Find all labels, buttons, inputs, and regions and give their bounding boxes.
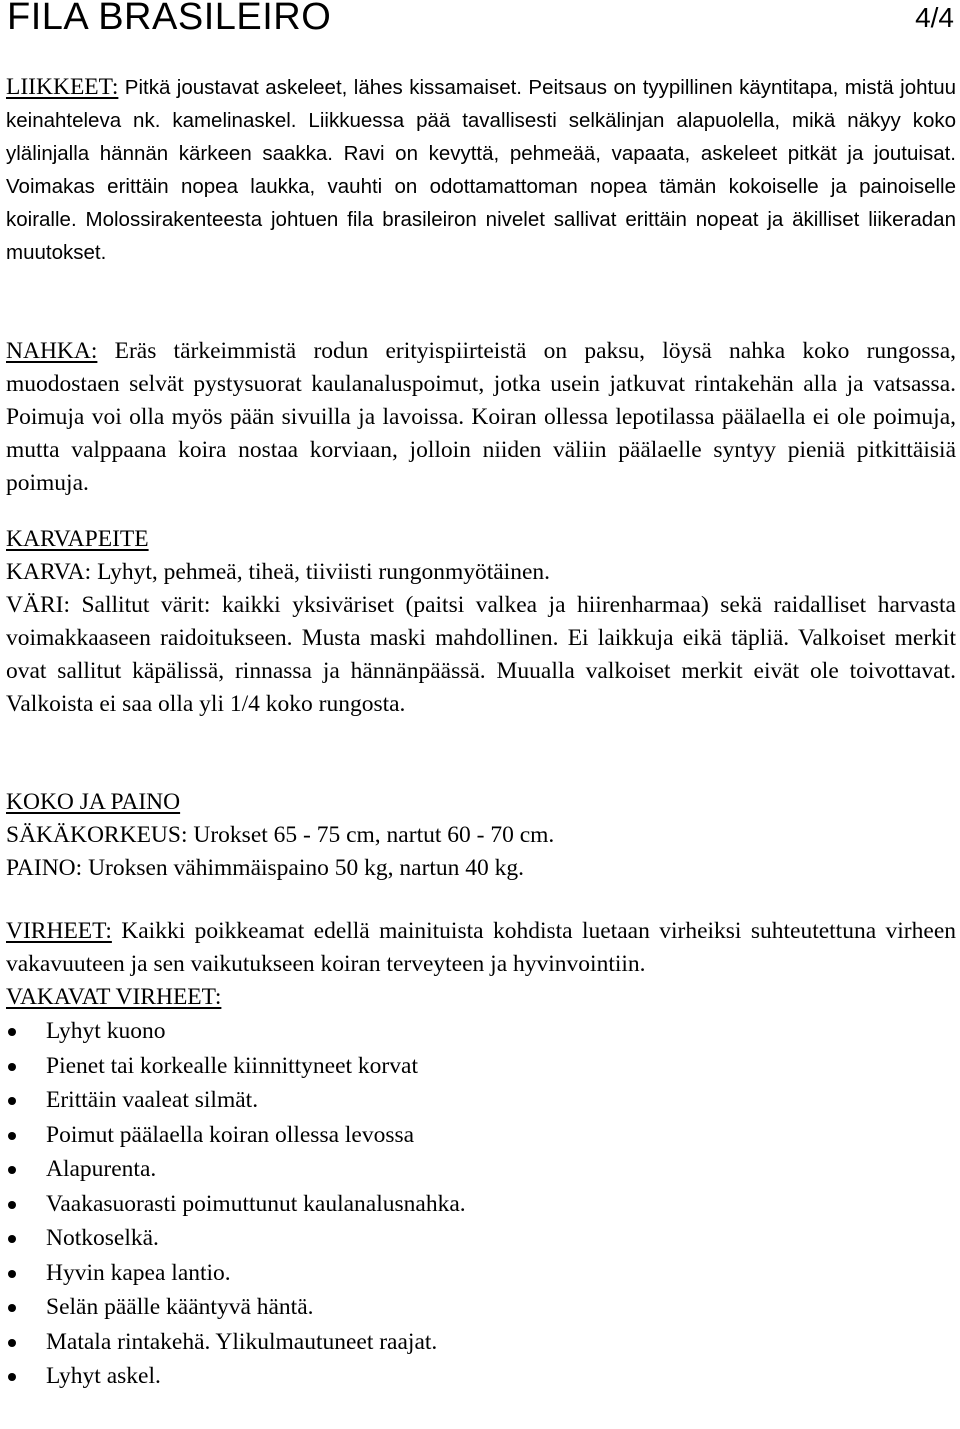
skin-section [6,335,956,500]
bullet-icon [8,1235,16,1243]
size-section [6,786,956,885]
list-item: Selän päälle kääntyvä häntä. [6,1291,956,1326]
bullet-icon [8,1304,16,1312]
list-item: Poimut päälaella koiran ollessa levossa [6,1119,956,1154]
hair-label: KARVA: [6,559,92,585]
movement-text: Pitkä joustavat askeleet, lähes kissamaiset. Peitsaus on tyypillinen käyntitapa, mistä johtuu keinahteleva nk. kamelinaskel. Liikkuessa pää tavallisesti selkälinjan alapuolella, mikä näkyy koko ylälinjalla hännän kärkeen saakka. Ravi on kevyttä, pehmeää, vapaata, askeleet pitkät ja joutuisat. Voimakas erittäin nopea laukka, vauhti on odottamattoman nopea tämän kokoiselle ja painoiselle koiralle. Molossirakenteesta johtuen fila brasileiron nivelet sallivat erittäin nopeat ja äkilliset liikeradan muutokset. [6,76,956,264]
bullet-icon [8,1132,16,1140]
list-item: Matala rintakehä. Ylikulmautuneet raajat. [6,1326,956,1361]
faults-heading: VIRHEET: [6,918,112,944]
list-item: Notkoselkä. [6,1222,956,1257]
list-item: Pienet tai korkealle kiinnittyneet korvat [6,1050,956,1085]
weight-line [6,852,956,885]
faults-section [6,915,956,1395]
page-number: 4/4 [915,2,954,33]
coat-section [6,523,956,721]
skin-text: Eräs tärkeimmistä rodun erityispiirteistä on paksu, löysä nahka koko rungossa, muodostaen selvät pystysuorat kaulanaluspoimut, jotka usein jatkuvat rintakehän alla ja vatsassa. Poimuja voi olla myös pään sivuilla ja lavoissa. Koiran ollessa lepotilassa päälaella ei ole poimuja, mutta valppaana koira nostaa korviaan, jolloin niiden väliin päälaelle syntyy pieniä pitkittäisiä poimuja. [6,338,956,496]
hair-text: Lyhyt, pehmeä, tiheä, tiiviisti rungonmyötäinen. [91,559,551,585]
list-item: Vaakasuorasti poimuttunut kaulanalusnahka. [6,1188,956,1223]
serious-faults-heading: VAKAVAT VIRHEET: [6,984,222,1010]
movement-section [6,71,956,269]
bullet-icon [8,1270,16,1278]
bullet-icon [8,1373,16,1381]
height-label: SÄKÄKORKEUS: [6,822,188,848]
document-page [6,0,956,1389]
document-title: FILA BRASILEIRO [7,0,332,38]
coat-heading: KARVAPEITE [6,526,149,552]
height-text: Urokset 65 - 75 cm, nartut 60 - 70 cm. [187,822,555,848]
list-item: Lyhyt kuono [6,1015,956,1050]
size-heading: KOKO JA PAINO [6,789,181,815]
bullet-icon [8,1339,16,1347]
bullet-icon [8,1097,16,1105]
faults-paragraph [6,915,956,981]
skin-heading: NAHKA: [6,338,98,364]
list-item: Hyvin kapea lantio. [6,1257,956,1292]
faults-text: Kaikki poikkeamat edellä mainituista kohdista luetaan virheiksi suhteutettuna virheen vakavuuteen ja sen vaikutukseen koiran terveyteen ja hyvinvointiin. [6,918,956,977]
header [6,0,956,44]
color-text: Sallitut värit: kaikki yksiväriset (paitsi valkea ja hiirenharmaa) sekä raidalliset harvasta voimakkaaseen raidoitukseen. Musta maski mahdollinen. Ei laikkuja eikä täpliä. Valkoiset merkit ovat sallitut käpälissä, rinnassa ja hännänpäässä. Muualla valkoiset merkit eivät ole toivottavat. Valkoista ei saa olla yli 1/4 koko rungosta. [6,592,956,717]
list-item: Erittäin vaaleat silmät. [6,1084,956,1119]
coat-hair-line [6,556,956,589]
weight-text: Uroksen vähimmäispaino 50 kg, nartun 40 kg. [82,855,525,881]
color-label: VÄRI: [6,592,70,618]
height-line [6,819,956,852]
serious-faults-list [6,1015,956,1395]
bullet-icon [8,1201,16,1209]
coat-color-paragraph [6,589,956,721]
movement-heading: LIIKKEET: [6,74,119,100]
list-item: Alapurenta. [6,1153,956,1188]
bullet-icon [8,1166,16,1174]
bullet-icon [8,1028,16,1036]
list-item: Lyhyt askel. [6,1360,956,1395]
bullet-icon [8,1063,16,1071]
weight-label: PAINO: [6,855,83,881]
